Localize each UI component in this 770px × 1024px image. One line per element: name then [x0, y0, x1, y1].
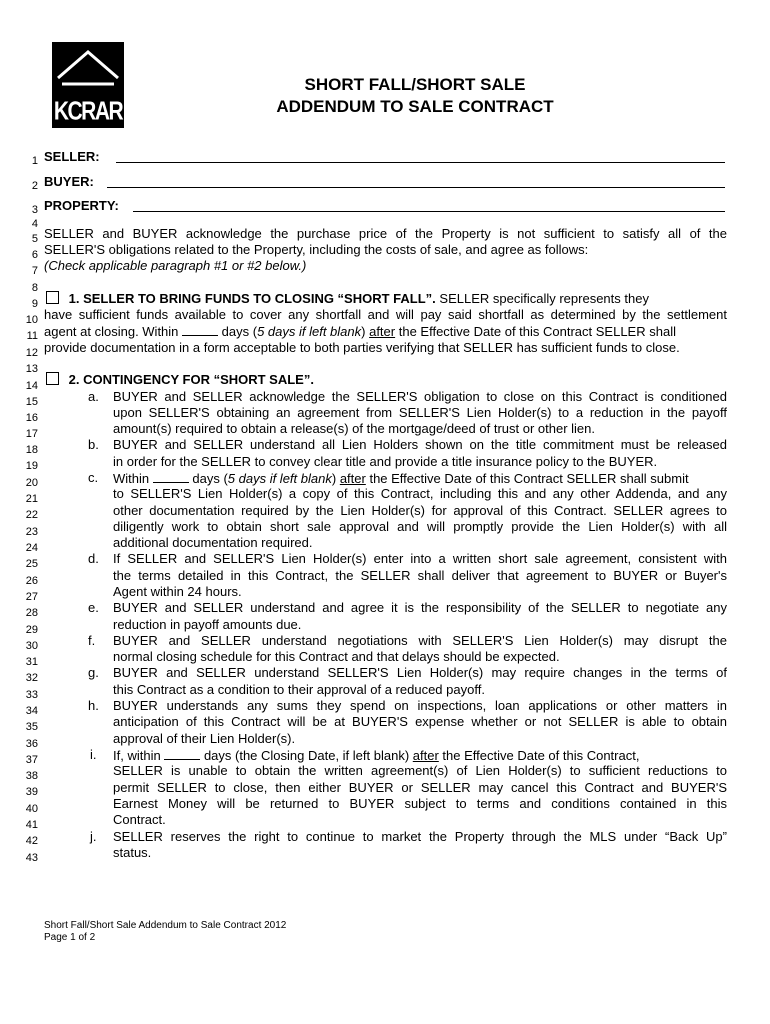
- p1-paren: ): [361, 324, 366, 339]
- item-c-label: c.: [88, 470, 99, 485]
- document-title-line1: SHORT FALL/SHORT SALE: [304, 75, 526, 94]
- i-after-text: after: [412, 748, 439, 763]
- item-i-line-2: SELLER is unable to obtain the written agreement(s) of Lien Holder(s) to sufficient reductions to: [113, 763, 727, 778]
- item-a-line-2: upon SELLER'S obtaining an agreement from SELLER'S Lien Holder(s) to a reduction in the payoff: [113, 405, 727, 420]
- paragraph-1-line-9: [46, 291, 649, 307]
- line-number: 4: [31, 218, 38, 230]
- footer-page-number: Page 1 of 2: [44, 932, 96, 943]
- item-b-line-2: in order for the SELLER to convey clear title and provide a title insurance policy to the BUYER.: [113, 454, 658, 469]
- item-h-label: h.: [88, 698, 99, 713]
- item-d-line-3: Agent within 24 hours.: [113, 584, 242, 599]
- item-e-line-1: BUYER and SELLER understand and agree it is the responsibility of the SELLER to negotiate any: [113, 600, 727, 615]
- line-number: 23: [25, 526, 38, 538]
- item-d-line-2: the terms detailed in this Contract, the SELLER shall deliver that agreement to BUYER or Buyer's: [113, 568, 727, 583]
- property-label: PROPERTY:: [44, 198, 119, 213]
- line-number: 34: [25, 705, 38, 717]
- line-number: 8: [31, 282, 38, 294]
- line-number: 30: [25, 640, 38, 652]
- buyer-label: BUYER:: [44, 174, 94, 189]
- paragraph-1-line-11: [44, 323, 676, 340]
- buyer-field[interactable]: [107, 187, 725, 188]
- line-number: 42: [25, 835, 38, 847]
- item-j-label: j.: [90, 829, 97, 844]
- item-a-line-3: amount(s) required to obtain a release(s) of the mortgage/deed of trust or other lien.: [113, 421, 595, 436]
- line-number: 11: [26, 330, 38, 342]
- line-number: 33: [25, 689, 38, 701]
- line-number: 26: [25, 575, 38, 587]
- line-number: 1: [31, 155, 38, 167]
- line-number: 41: [25, 819, 38, 831]
- kcrar-logo: [52, 42, 124, 128]
- paragraph-1-text: SELLER specifically represents they: [439, 291, 649, 306]
- item-g-line-2: this Contract as a condition to their approval of a reduced payoff.: [113, 682, 485, 697]
- item-i-line-4: Earnest Money will be returned to BUYER subject to terms and conditions contained in this: [113, 796, 727, 811]
- line-number: 9: [31, 298, 38, 310]
- line-number: 14: [25, 380, 38, 392]
- line-number: 16: [25, 412, 38, 424]
- line-number: 40: [25, 803, 38, 815]
- item-j-line-2: status.: [113, 845, 152, 860]
- paragraph-1-heading: 1. SELLER TO BRING FUNDS TO CLOSING “SHORT FALL”.: [68, 291, 436, 306]
- intro-line-7: (Check applicable paragraph #1 or #2 below.): [44, 258, 307, 273]
- line-number: 18: [25, 444, 38, 456]
- line-number: 27: [25, 591, 38, 603]
- item-a-label: a.: [88, 389, 99, 404]
- c-effective-text: the Effective Date of this Contract SELLER shall submit: [369, 471, 689, 486]
- paragraph-1-line-10: have sufficient funds available to cover any shortfall and will pay said shortfall as determined by the settlement: [44, 307, 727, 322]
- line-number: 2: [31, 180, 38, 192]
- item-i-line-3: permit SELLER to close, then either BUYER or SELLER may cancel this Contract and BUYER'S: [113, 780, 727, 795]
- footer-form-name: Short Fall/Short Sale Addendum to Sale Contract 2012: [44, 920, 287, 931]
- item-b-label: b.: [88, 437, 99, 452]
- line-number: 32: [25, 672, 38, 684]
- item-i-line-1: [113, 747, 639, 764]
- line-number: 25: [25, 558, 38, 570]
- item-c-line-5: additional documentation required.: [113, 535, 313, 550]
- item-e-label: e.: [88, 600, 99, 615]
- c-after-text: after: [339, 471, 366, 486]
- intro-line-5: SELLER and BUYER acknowledge the purchase price of the Property is not sufficient to satisfy all of the: [44, 226, 727, 241]
- item-f-line-1: BUYER and SELLER understand negotiations with SELLER'S Lien Holder(s) may disrupt the: [113, 633, 727, 648]
- line-number: 17: [25, 428, 38, 440]
- item-i-label: i.: [90, 747, 97, 762]
- item-a-line-1: BUYER and SELLER acknowledge the SELLER'S obligation to close on this Contract is conditioned: [113, 389, 727, 404]
- item-h-line-2: anticipation of this Contract will be at BUYER'S expense whether or not SELLER is able to obtain: [113, 714, 727, 729]
- line-number: 39: [25, 786, 38, 798]
- i-effective-text: the Effective Date of this Contract,: [442, 748, 640, 763]
- p1-days-text: days (: [221, 324, 258, 339]
- line-number: 7: [31, 265, 38, 277]
- item-c-line-2: to SELLER'S Lien Holder(s) a copy of this Contract, including this and any other Addenda, and any: [113, 486, 727, 501]
- line-number: 6: [31, 249, 38, 261]
- c-paren: ): [331, 471, 337, 486]
- i-days-text: days (the Closing Date, if left blank): [203, 748, 410, 763]
- paragraph-2-line-14: [46, 372, 314, 388]
- item-d-line-1: If SELLER and SELLER'S Lien Holder(s) enter into a written short sale agreement, consistent with: [113, 551, 727, 566]
- seller-label: SELLER:: [44, 149, 100, 164]
- item-f-line-2: normal closing schedule for this Contract and that delays should be expected.: [113, 649, 560, 664]
- item-g-line-1: BUYER and SELLER understand SELLER'S Lien Holder(s) may require changes in the terms of: [113, 665, 727, 680]
- item-f-label: f.: [88, 633, 96, 648]
- property-field[interactable]: [133, 211, 725, 212]
- line-number: 5: [31, 233, 38, 245]
- paragraph-2-heading: 2. CONTINGENCY FOR “SHORT SALE”.: [68, 372, 314, 387]
- item-g-label: g.: [88, 665, 99, 680]
- line-number: 24: [25, 542, 38, 554]
- p1-effective-text: the Effective Date of this Contract SELLER shall: [398, 324, 676, 339]
- item-h-line-3: approval of their Lien Holder(s).: [113, 731, 296, 746]
- line-number: 13: [25, 363, 38, 375]
- item-c-line-1: [113, 470, 689, 487]
- seller-field[interactable]: [116, 162, 725, 163]
- paragraph-2-checkbox[interactable]: [46, 372, 59, 385]
- line-number: 29: [25, 624, 38, 636]
- line-number: 15: [25, 396, 38, 408]
- line-number: 20: [25, 477, 38, 489]
- line-number: 10: [25, 314, 38, 326]
- item-i-line-5: Contract.: [113, 812, 166, 827]
- intro-line-6: SELLER'S obligations related to the Property, including the costs of sale, and agree as follows:: [44, 242, 589, 257]
- item-d-label: d.: [88, 551, 99, 566]
- p1-after-text: after: [369, 324, 396, 339]
- line-number: 38: [25, 770, 38, 782]
- c-default-text: 5 days if left blank: [227, 471, 332, 486]
- item-c-line-3: other documentation required by the Lien Holder(s) for approval of this Contract. SELLER agrees to: [113, 503, 727, 518]
- i-within-text: If, within: [113, 748, 161, 763]
- line-number: 35: [25, 721, 38, 733]
- p1-days-blank[interactable]: [182, 323, 218, 336]
- item-j-line-1: SELLER reserves the right to continue to market the Property through the MLS under “Back Up”: [113, 829, 727, 844]
- paragraph-1-checkbox[interactable]: [46, 291, 59, 304]
- item-b-line-1: BUYER and SELLER understand all Lien Holders shown on the title commitment must be released: [113, 437, 727, 452]
- paragraph-1-line-12: provide documentation in a form acceptable to both parties verifying that SELLER has sufficient funds to close.: [44, 340, 680, 355]
- i-days-blank[interactable]: [164, 747, 200, 760]
- line-number: 19: [25, 460, 38, 472]
- line-number: 28: [25, 607, 38, 619]
- item-h-line-1: BUYER understands any sums they spend on inspections, loan applications or other matters in: [113, 698, 727, 713]
- p1-default-text: 5 days if left blank: [257, 324, 362, 339]
- house-roof-icon: [52, 42, 124, 102]
- line-number: 22: [25, 509, 38, 521]
- document-title-line2: ADDENDUM TO SALE CONTRACT: [276, 97, 554, 116]
- item-c-line-4: diligently work to obtain short sale approval and will promptly provide the Lien Holder(s) with all: [113, 519, 727, 534]
- c-within-text: Within: [113, 471, 150, 486]
- line-number: 12: [25, 347, 38, 359]
- p1-within-text: agent at closing. Within: [44, 324, 179, 339]
- line-number: 43: [25, 852, 38, 864]
- line-number: 37: [25, 754, 38, 766]
- item-e-line-2: reduction in payoff amounts due.: [113, 617, 302, 632]
- line-number: 3: [31, 204, 38, 216]
- line-number: 31: [25, 656, 38, 668]
- c-days-blank[interactable]: [153, 470, 189, 483]
- logo-text: KCRAR: [53, 97, 123, 126]
- line-number: 36: [25, 738, 38, 750]
- line-number: 21: [25, 493, 38, 505]
- c-days-text: days (: [192, 471, 228, 486]
